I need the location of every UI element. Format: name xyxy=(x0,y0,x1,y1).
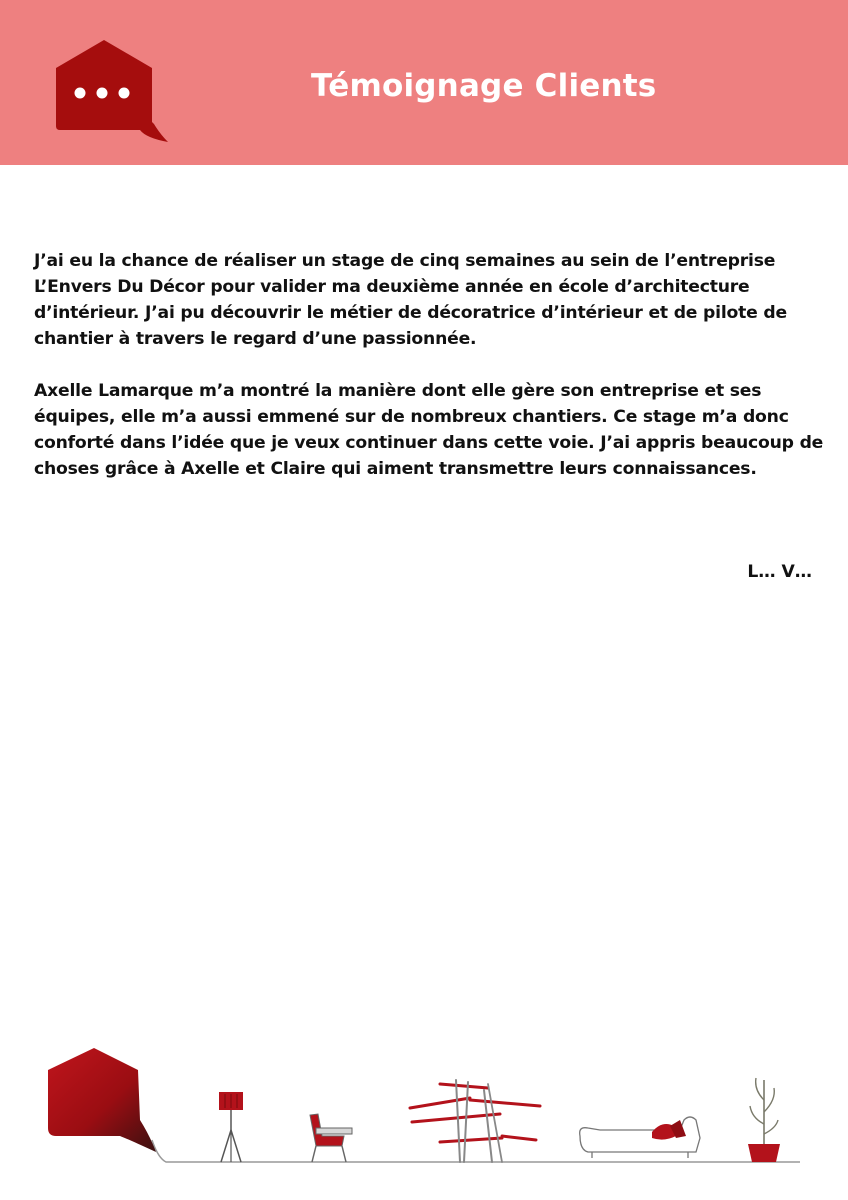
testimonial-paragraph: J’ai eu la chance de réaliser un stage de cinq semaines au sein de l’entreprise L’Envers Du Décor pour valider ma deuxième année en école d’architecture d’intérieur. J’ai pu découvrir le métier de décoratrice d’intérieur et de pilote de chantier à travers le regard d’une passionnée. xyxy=(34,251,787,349)
house-bubble-icon xyxy=(48,1048,156,1152)
sofa-icon xyxy=(580,1117,700,1158)
armchair-icon xyxy=(310,1114,352,1162)
testimonial-text xyxy=(34,248,824,508)
header-banner xyxy=(0,0,848,165)
signature: L… V… xyxy=(747,562,812,582)
testimonial-paragraph: Axelle Lamarque m’a montré la manière dont elle gère son entreprise et ses équipes, elle m’a aussi emmené sur de nombreux chantiers. Ce stage m’a donc conforté dans l’idée que je veux continuer dans cette voie. J’ai appris beaucoup de choses grâce à Axelle et Claire qui aiment transmettre leurs connaissances. xyxy=(34,381,824,479)
furniture-illustration xyxy=(40,1040,810,1170)
bamboo-shelf-icon xyxy=(410,1080,540,1162)
page-title: Témoignage Clients xyxy=(311,68,657,104)
house-speech-bubble-icon xyxy=(50,38,170,144)
floor-lamp-icon xyxy=(219,1092,243,1162)
potted-plant-icon xyxy=(748,1078,780,1162)
